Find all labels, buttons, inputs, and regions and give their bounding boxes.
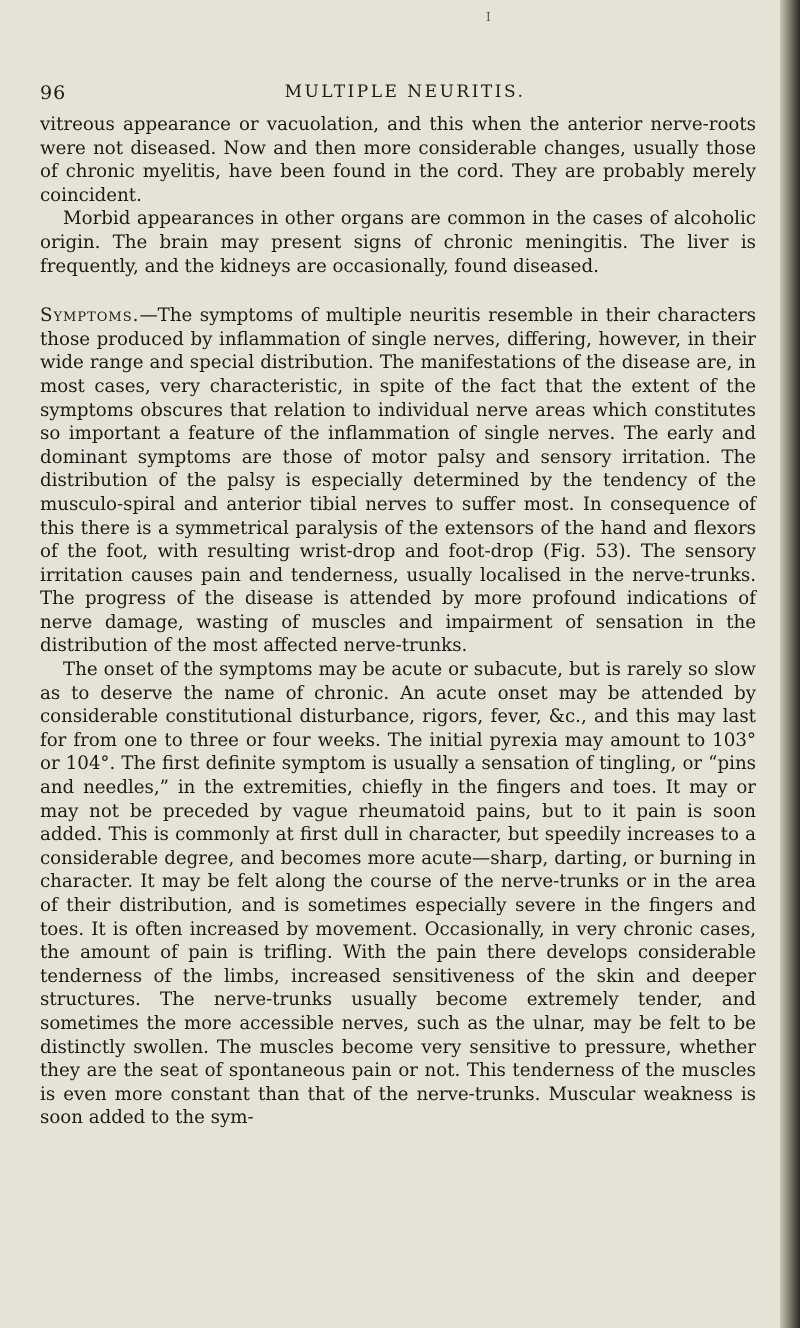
body-text [40,113,756,1130]
paragraph: Morbid appearances in other organs are common in the cases of alcoholic origin. The brain may present signs of chronic meningitis. The liver is frequently, and the kidneys are occasionally, found diseased. [40,208,756,277]
page-header [40,82,730,108]
section-heading: Symptoms. [40,305,140,327]
paragraph: vitreous appearance or vacuolation, and this when the anterior nerve-roots were not diseased. Now and then more considerable changes, usually those of chronic myelitis, have been found in the cord. They are probably merely coincident. [40,114,756,206]
stray-mark: I [486,10,491,24]
binding-edge [780,0,800,1328]
paragraph: The onset of the symptoms may be acute or subacute, but is rarely so slow as to deserve the name of chronic. An acute onset may be attended by considerable constitutional disturbance, rigors, fever, &c., and this may last for from one to three or four weeks. The initial pyrexia may amount to 103° or 104°. The first definite symptom is usually a sensation of tingling, or “pins and needles,” in the extremities, chiefly in the fingers and toes. It may or may not be preceded by vague rheumatoid pains, but to it pain is soon added. This is commonly at first dull in character, but speedily increases to a considerable degree, and becomes more acute—sharp, darting, or burning in character. It may be felt along the course of the nerve-trunks or in the area of their distribution, and is sometimes especially severe in the fingers and toes. It is often increased by movement. Occasionally, in very chronic cases, the amount of pain is trifling. With the pain there develops considerable tenderness of the limbs, increased sensitiveness of the skin and deeper structures. The nerve-trunks usually become extremely tender, and sometimes the more accessible nerves, such as the ulnar, may be felt to be distinctly swollen. The muscles become very sensitive to pressure, whether they are the seat of spontaneous pain or not. This tenderness of the muscles is even more constant than that of the nerve-trunks. Muscular weakness is soon added to the sym- [40,659,756,1129]
page-number: 96 [40,82,67,104]
section-paragraph [40,304,756,658]
paragraph-text: —The symptoms of multiple neuritis resemble in their characters those produced by inflammation of single nerves, differing, however, in their wide range and special distribution. The manifestations of the disease are, in most cases, very characteristic, in spite of the fact that the extent of the symptoms obscures that relation to individual nerve areas which constitutes so important a feature of the inflammation of single nerves. The early and dominant symptoms are those of motor palsy and sensory irritation. The distribution of the palsy is especially determined by the tendency of the musculo-spiral and anterior tibial nerves to suffer most. In consequence of this there is a symmetrical paralysis of the extensors of the hand and flexors of the foot, with resulting wrist-drop and foot-drop (Fig. 53). The sensory irritation causes pain and tenderness, usually localised in the nerve-trunks. The progress of the disease is attended by more profound indications of nerve damage, wasting of muscles and impairment of sensation in the distribution of the most affected nerve-trunks. [40,305,756,657]
running-title: MULTIPLE NEURITIS. [284,82,526,102]
